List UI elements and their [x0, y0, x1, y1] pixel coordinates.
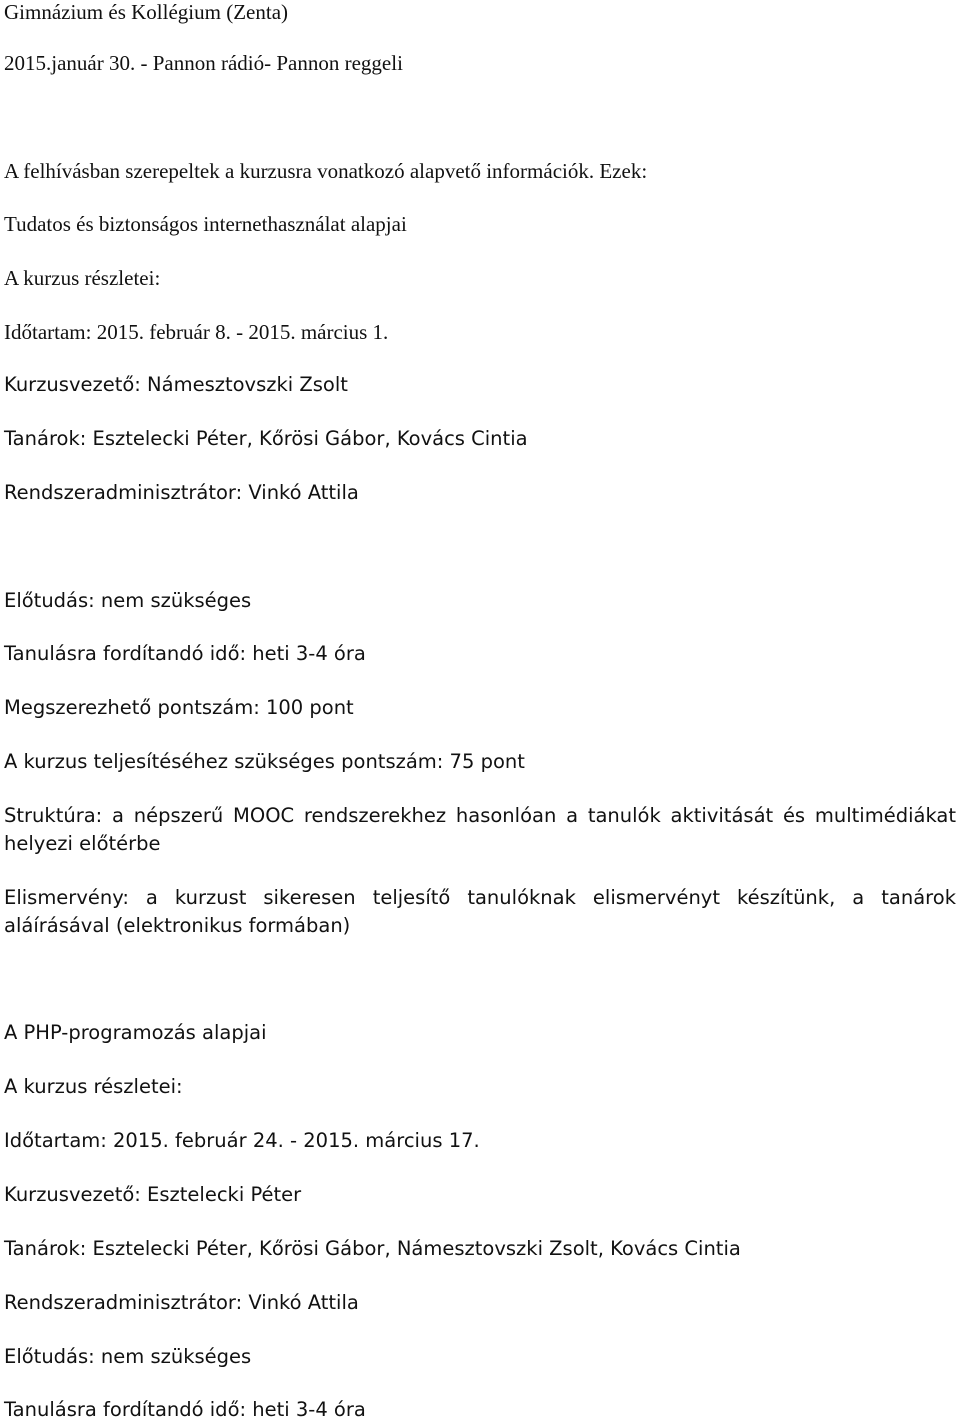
course1-details-label: A kurzus részletei:: [4, 266, 161, 290]
course1-duration: Időtartam: 2015. február 8. - 2015. március 1.: [4, 320, 389, 344]
course1-certificate: Elismervény: a kurzust sikeresen teljesítő tanulóknak elismervényt készítünk, a tanárok aláírásával (elektronikus formában): [4, 886, 956, 937]
course2-leader: Kurzusvezető: Esztelecki Péter: [4, 1183, 302, 1206]
course1-leader: Kurzusvezető: Námesztovszki Zsolt: [4, 373, 348, 396]
course1-structure: Struktúra: a népszerű MOOC rendszerekhez hasonlóan a tanulók aktivitását és multimédiákat helyezi előtérbe: [4, 804, 956, 855]
course1-title: Tudatos és biztonságos internethasználat alapjai: [4, 212, 407, 236]
course1-sysadmin: Rendszeradminisztrátor: Vinkó Attila: [4, 481, 359, 504]
info-intro-line: A felhívásban szerepeltek a kurzusra vonatkozó alapvető információk. Ezek:: [4, 159, 648, 183]
course1-study-time: Tanulásra fordítandó idő: heti 3-4 óra: [4, 642, 366, 665]
course1-prerequisite: Előtudás: nem szükséges: [4, 589, 252, 612]
course2-sysadmin: Rendszeradminisztrátor: Vinkó Attila: [4, 1291, 359, 1314]
course2-details-label: A kurzus részletei:: [4, 1075, 183, 1098]
course2-duration: Időtartam: 2015. február 24. - 2015. március 17.: [4, 1129, 480, 1152]
school-line: Gimnázium és Kollégium (Zenta): [4, 0, 289, 24]
course2-study-time: Tanulásra fordítandó idő: heti 3-4 óra: [4, 1398, 366, 1421]
date-note-line: 2015.január 30. - Pannon rádió- Pannon reggeli: [4, 51, 403, 75]
course1-teachers: Tanárok: Esztelecki Péter, Kőrösi Gábor, Kovács Cintia: [4, 427, 528, 450]
course1-max-points: Megszerezhető pontszám: 100 pont: [4, 696, 354, 719]
course2-prerequisite: Előtudás: nem szükséges: [4, 1345, 252, 1368]
course1-pass-points: A kurzus teljesítéséhez szükséges pontszám: 75 pont: [4, 750, 525, 773]
course2-title: A PHP-programozás alapjai: [4, 1021, 267, 1044]
course2-teachers: Tanárok: Esztelecki Péter, Kőrösi Gábor, Námesztovszki Zsolt, Kovács Cintia: [4, 1237, 741, 1260]
